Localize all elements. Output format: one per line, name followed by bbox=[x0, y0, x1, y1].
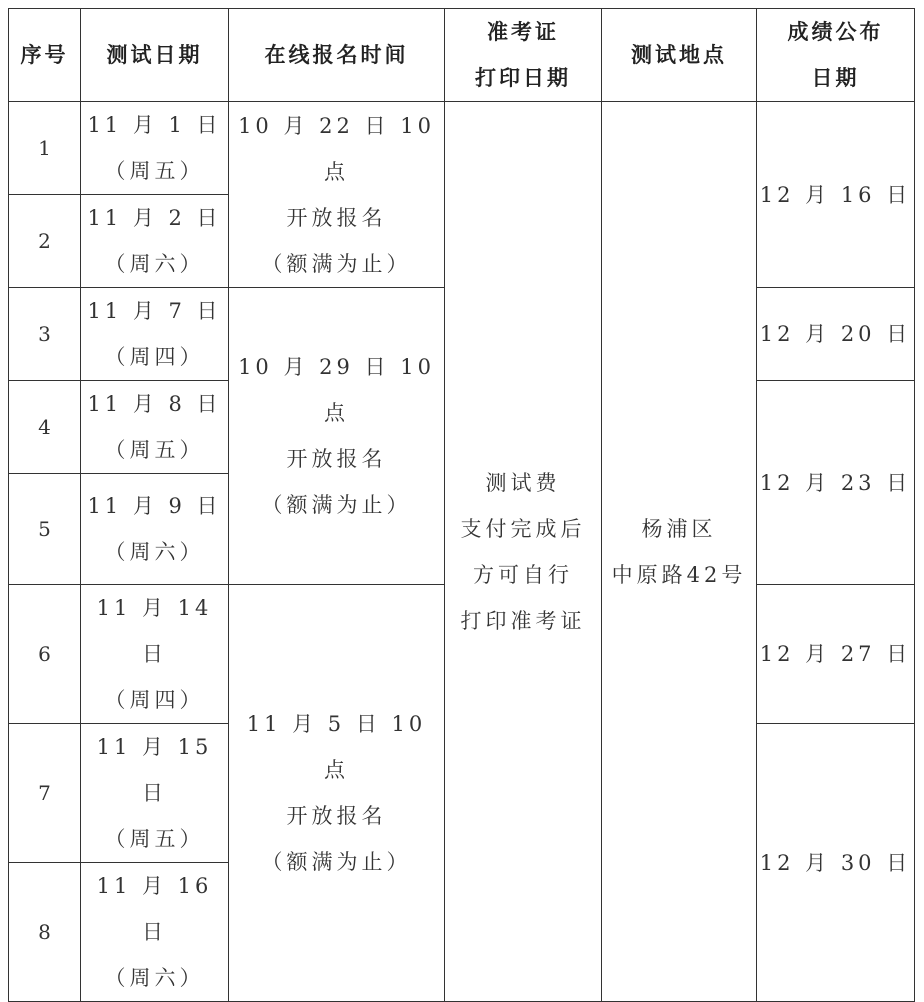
row-seq: 2 bbox=[9, 195, 81, 288]
row-date: 11 月 9 日 bbox=[87, 494, 222, 518]
signup-open: 开放报名 bbox=[286, 447, 387, 471]
row-test-date bbox=[81, 288, 229, 381]
header-signup-time: 在线报名时间 bbox=[229, 9, 445, 102]
row-weekday: （周五） bbox=[104, 159, 205, 183]
header-ticket-line2: 打印日期 bbox=[475, 66, 571, 90]
signup-start: 10 月 29 日 10 点 bbox=[238, 355, 435, 425]
row-seq: 1 bbox=[9, 102, 81, 195]
row-date: 11 月 1 日 bbox=[87, 113, 222, 137]
row-weekday: （周五） bbox=[104, 438, 205, 462]
signup-note: （额满为止） bbox=[261, 251, 412, 276]
ticket-print-cell bbox=[445, 102, 602, 1002]
header-test-date: 测试日期 bbox=[81, 9, 229, 102]
location-cell bbox=[602, 102, 757, 1002]
row-date: 11 月 14 日 bbox=[96, 596, 213, 666]
signup-cell bbox=[229, 102, 445, 288]
row-date: 11 月 7 日 bbox=[87, 299, 222, 323]
header-location: 测试地点 bbox=[602, 9, 757, 102]
result-date-cell: 12 月 30 日 bbox=[757, 724, 915, 1002]
header-result-line1: 成绩公布 bbox=[787, 20, 884, 44]
signup-open: 开放报名 bbox=[286, 804, 387, 828]
signup-open: 开放报名 bbox=[286, 205, 387, 230]
row-test-date bbox=[81, 585, 229, 724]
row-weekday: （周六） bbox=[104, 540, 205, 564]
row-seq: 4 bbox=[9, 381, 81, 474]
header-seq: 序号 bbox=[9, 9, 81, 102]
row-test-date bbox=[81, 381, 229, 474]
schedule-table-wrapper bbox=[8, 8, 915, 1002]
ticket-line3: 方可自行 bbox=[473, 562, 573, 587]
header-result-line2: 日期 bbox=[811, 66, 860, 90]
result-date-cell: 12 月 16 日 bbox=[757, 102, 915, 288]
location-line1: 杨浦区 bbox=[641, 516, 717, 541]
signup-start: 11 月 5 日 10 点 bbox=[246, 712, 427, 782]
ticket-line1: 测试费 bbox=[485, 470, 561, 495]
result-date-cell: 12 月 27 日 bbox=[757, 585, 915, 724]
row-seq: 3 bbox=[9, 288, 81, 381]
row-weekday: （周六） bbox=[104, 966, 205, 990]
table-header-row bbox=[9, 9, 915, 102]
row-seq: 5 bbox=[9, 474, 81, 585]
signup-note: （额满为止） bbox=[261, 850, 412, 874]
row-weekday: （周六） bbox=[104, 252, 205, 276]
row-test-date bbox=[81, 724, 229, 863]
row-weekday: （周五） bbox=[104, 827, 205, 851]
ticket-line2: 支付完成后 bbox=[460, 516, 586, 541]
header-result-date bbox=[757, 9, 915, 102]
result-date-cell: 12 月 20 日 bbox=[757, 288, 915, 381]
row-seq: 8 bbox=[9, 863, 81, 1002]
ticket-line4: 打印准考证 bbox=[460, 608, 586, 633]
signup-note: （额满为止） bbox=[261, 493, 412, 517]
test-schedule-table bbox=[8, 8, 915, 1002]
row-seq: 6 bbox=[9, 585, 81, 724]
signup-cell bbox=[229, 585, 445, 1002]
header-ticket-print-date bbox=[445, 9, 602, 102]
result-date-cell: 12 月 23 日 bbox=[757, 381, 915, 585]
location-line2: 中原路42号 bbox=[611, 562, 747, 587]
row-date: 11 月 15 日 bbox=[96, 735, 213, 805]
row-weekday: （周四） bbox=[104, 688, 205, 712]
signup-cell bbox=[229, 288, 445, 585]
row-test-date bbox=[81, 102, 229, 195]
row-weekday: （周四） bbox=[104, 345, 205, 369]
row-test-date bbox=[81, 195, 229, 288]
signup-start: 10 月 22 日 10 点 bbox=[238, 113, 435, 184]
header-ticket-line1: 准考证 bbox=[487, 20, 559, 44]
row-test-date bbox=[81, 863, 229, 1002]
table-row bbox=[9, 102, 915, 195]
row-date: 11 月 2 日 bbox=[87, 206, 222, 230]
row-date: 11 月 16 日 bbox=[96, 874, 213, 944]
row-date: 11 月 8 日 bbox=[87, 392, 222, 416]
row-test-date bbox=[81, 474, 229, 585]
row-seq: 7 bbox=[9, 724, 81, 863]
